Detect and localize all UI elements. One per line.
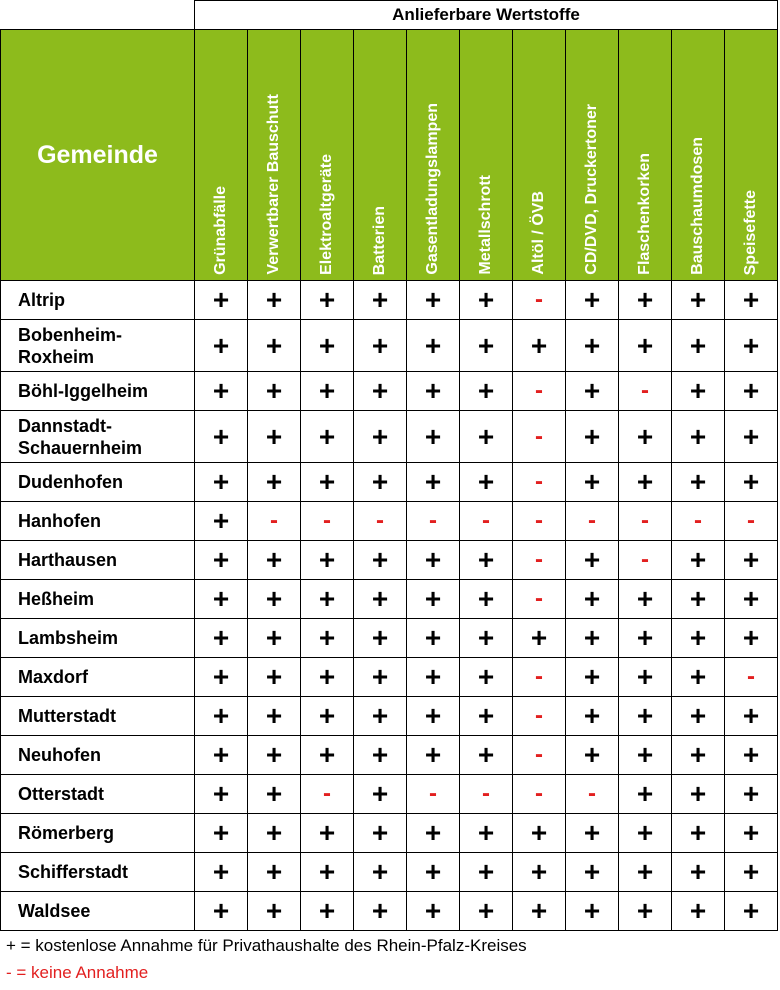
accepted-mark: + xyxy=(725,853,778,892)
not-accepted-mark: - xyxy=(513,658,566,697)
accepted-mark: + xyxy=(619,580,672,619)
gemeinde-name-line: Schifferstadt xyxy=(18,862,129,882)
not-accepted-mark: - xyxy=(725,502,778,541)
gemeinde-cell xyxy=(1,411,195,463)
material-header xyxy=(513,30,566,281)
accepted-mark: + xyxy=(407,281,460,320)
accepted-mark: + xyxy=(354,775,407,814)
accepted-mark: + xyxy=(301,372,354,411)
group-header: Anlieferbare Wertstoffe xyxy=(195,1,778,30)
table-row xyxy=(1,411,778,463)
not-accepted-mark: - xyxy=(619,502,672,541)
material-header-label: Elektroaltgeräte xyxy=(318,154,335,275)
accepted-mark: + xyxy=(248,463,301,502)
gemeinde-cell xyxy=(1,320,195,372)
accepted-mark: + xyxy=(301,697,354,736)
accepted-mark: + xyxy=(354,320,407,372)
accepted-mark: + xyxy=(407,372,460,411)
accepted-mark: + xyxy=(460,580,513,619)
not-accepted-mark: - xyxy=(301,502,354,541)
gemeinde-name-line: Bobenheim- xyxy=(18,324,123,345)
accepted-mark: + xyxy=(460,892,513,931)
gemeinde-name-line: Dudenhofen xyxy=(18,472,123,492)
accepted-mark: + xyxy=(566,697,619,736)
gemeinde-name-line: Schauernheim xyxy=(18,437,143,458)
gemeinde-name-line: Dannstadt- xyxy=(18,415,112,436)
not-accepted-mark: - xyxy=(672,502,725,541)
accepted-mark: + xyxy=(301,580,354,619)
table-row xyxy=(1,320,778,372)
material-header xyxy=(725,30,778,281)
accepted-mark: + xyxy=(619,736,672,775)
table-row xyxy=(1,502,778,541)
not-accepted-mark: - xyxy=(619,372,672,411)
table-row xyxy=(1,619,778,658)
material-header xyxy=(301,30,354,281)
accepted-mark: + xyxy=(248,372,301,411)
accepted-mark: + xyxy=(354,736,407,775)
accepted-mark: + xyxy=(460,736,513,775)
accepted-mark: + xyxy=(725,892,778,931)
not-accepted-mark: - xyxy=(619,541,672,580)
accepted-mark: + xyxy=(407,541,460,580)
not-accepted-mark: - xyxy=(513,736,566,775)
accepted-mark: + xyxy=(672,775,725,814)
accepted-mark: + xyxy=(248,541,301,580)
accepted-mark: + xyxy=(301,853,354,892)
gemeinde-cell xyxy=(1,892,195,931)
accepted-mark: + xyxy=(566,281,619,320)
accepted-mark: + xyxy=(354,853,407,892)
accepted-mark: + xyxy=(354,463,407,502)
not-accepted-mark: - xyxy=(513,580,566,619)
gemeinde-cell xyxy=(1,697,195,736)
material-header xyxy=(566,30,619,281)
accepted-mark: + xyxy=(460,853,513,892)
accepted-mark: + xyxy=(407,697,460,736)
accepted-mark: + xyxy=(195,619,248,658)
accepted-mark: + xyxy=(566,463,619,502)
accepted-mark: + xyxy=(672,892,725,931)
accepted-mark: + xyxy=(407,892,460,931)
material-header-label: Batterien xyxy=(371,205,388,275)
accepted-mark: + xyxy=(301,736,354,775)
not-accepted-mark: - xyxy=(513,775,566,814)
material-header-label: CD/DVD, Druckertoner xyxy=(583,104,600,275)
accepted-mark: + xyxy=(248,281,301,320)
accepted-mark: + xyxy=(354,411,407,463)
accepted-mark: + xyxy=(301,463,354,502)
gemeinde-name-line: Harthausen xyxy=(18,550,118,570)
accepted-mark: + xyxy=(672,580,725,619)
accepted-mark: + xyxy=(248,853,301,892)
accepted-mark: + xyxy=(725,814,778,853)
accepted-mark: + xyxy=(566,320,619,372)
gemeinde-name-line: Altrip xyxy=(18,290,65,310)
accepted-mark: + xyxy=(672,697,725,736)
accepted-mark: + xyxy=(619,411,672,463)
accepted-mark: + xyxy=(672,411,725,463)
legend-plus: + = kostenlose Annahme für Privathaushalte des Rhein-Pfalz-Kreises xyxy=(6,936,527,955)
not-accepted-mark: - xyxy=(725,658,778,697)
accepted-mark: + xyxy=(513,892,566,931)
accepted-mark: + xyxy=(301,541,354,580)
material-header xyxy=(195,30,248,281)
accepted-mark: + xyxy=(195,502,248,541)
accepted-mark: + xyxy=(195,463,248,502)
accepted-mark: + xyxy=(301,658,354,697)
accepted-mark: + xyxy=(725,541,778,580)
accepted-mark: + xyxy=(619,697,672,736)
gemeinde-name-line: Roxheim xyxy=(18,346,95,367)
accepted-mark: + xyxy=(672,463,725,502)
gemeinde-name-line: Neuhofen xyxy=(18,745,101,765)
accepted-mark: + xyxy=(566,580,619,619)
accepted-mark: + xyxy=(672,853,725,892)
material-header xyxy=(248,30,301,281)
accepted-mark: + xyxy=(619,320,672,372)
accepted-mark: + xyxy=(619,658,672,697)
accepted-mark: + xyxy=(566,814,619,853)
material-header-label: Verwertbarer Bauschutt xyxy=(265,94,282,275)
accepted-mark: + xyxy=(672,619,725,658)
accepted-mark: + xyxy=(407,463,460,502)
gemeinde-cell xyxy=(1,463,195,502)
accepted-mark: + xyxy=(407,580,460,619)
accepted-mark: + xyxy=(354,281,407,320)
accepted-mark: + xyxy=(725,736,778,775)
material-header xyxy=(407,30,460,281)
not-accepted-mark: - xyxy=(301,775,354,814)
not-accepted-mark: - xyxy=(513,411,566,463)
accepted-mark: + xyxy=(460,814,513,853)
accepted-mark: + xyxy=(566,372,619,411)
accepted-mark: + xyxy=(672,320,725,372)
accepted-mark: + xyxy=(460,619,513,658)
gemeinde-name-line: Lambsheim xyxy=(18,628,119,648)
gemeinde-cell xyxy=(1,775,195,814)
material-header-label: Flaschenkorken xyxy=(636,153,653,275)
accepted-mark: + xyxy=(248,892,301,931)
not-accepted-mark: - xyxy=(566,775,619,814)
not-accepted-mark: - xyxy=(513,502,566,541)
material-header xyxy=(354,30,407,281)
accepted-mark: + xyxy=(354,580,407,619)
gemeinde-header: Gemeinde xyxy=(1,30,195,281)
accepted-mark: + xyxy=(725,580,778,619)
accepted-mark: + xyxy=(460,697,513,736)
gemeinde-cell xyxy=(1,853,195,892)
not-accepted-mark: - xyxy=(513,372,566,411)
accepted-mark: + xyxy=(513,853,566,892)
accepted-mark: + xyxy=(248,697,301,736)
accepted-mark: + xyxy=(354,541,407,580)
accepted-mark: + xyxy=(566,541,619,580)
accepted-mark: + xyxy=(195,697,248,736)
not-accepted-mark: - xyxy=(513,697,566,736)
accepted-mark: + xyxy=(619,853,672,892)
accepted-mark: + xyxy=(301,281,354,320)
accepted-mark: + xyxy=(513,814,566,853)
gemeinde-name-line: Böhl-Iggelheim xyxy=(18,381,148,401)
not-accepted-mark: - xyxy=(513,463,566,502)
gemeinde-cell xyxy=(1,736,195,775)
accepted-mark: + xyxy=(407,658,460,697)
accepted-mark: + xyxy=(672,541,725,580)
accepted-mark: + xyxy=(407,736,460,775)
gemeinde-name-line: Waldsee xyxy=(18,901,91,921)
accepted-mark: + xyxy=(566,658,619,697)
material-header xyxy=(672,30,725,281)
accepted-mark: + xyxy=(725,619,778,658)
table-row xyxy=(1,814,778,853)
accepted-mark: + xyxy=(354,892,407,931)
accepted-mark: + xyxy=(407,619,460,658)
accepted-mark: + xyxy=(195,580,248,619)
accepted-mark: + xyxy=(248,619,301,658)
accepted-mark: + xyxy=(248,580,301,619)
accepted-mark: + xyxy=(619,814,672,853)
accepted-mark: + xyxy=(195,281,248,320)
not-accepted-mark: - xyxy=(460,775,513,814)
material-header xyxy=(619,30,672,281)
accepted-mark: + xyxy=(460,320,513,372)
accepted-mark: + xyxy=(619,892,672,931)
gemeinde-cell xyxy=(1,658,195,697)
accepted-mark: + xyxy=(725,281,778,320)
accepted-mark: + xyxy=(248,775,301,814)
material-header-label: Gasentladungslampen xyxy=(424,103,441,275)
table-row xyxy=(1,281,778,320)
not-accepted-mark: - xyxy=(248,502,301,541)
gemeinde-cell xyxy=(1,580,195,619)
accepted-mark: + xyxy=(725,697,778,736)
not-accepted-mark: - xyxy=(513,541,566,580)
material-header-label: Grünabfälle xyxy=(212,186,229,275)
accepted-mark: + xyxy=(460,372,513,411)
table-row xyxy=(1,736,778,775)
accepted-mark: + xyxy=(672,658,725,697)
accepted-mark: + xyxy=(407,853,460,892)
accepted-mark: + xyxy=(725,320,778,372)
accepted-mark: + xyxy=(195,736,248,775)
accepted-mark: + xyxy=(301,814,354,853)
accepted-mark: + xyxy=(248,814,301,853)
not-accepted-mark: - xyxy=(460,502,513,541)
table-row xyxy=(1,658,778,697)
accepted-mark: + xyxy=(460,541,513,580)
accepted-mark: + xyxy=(460,658,513,697)
material-header-label: Altöl / ÖVB xyxy=(530,191,547,275)
not-accepted-mark: - xyxy=(354,502,407,541)
gemeinde-cell xyxy=(1,372,195,411)
table-row xyxy=(1,372,778,411)
table-row xyxy=(1,697,778,736)
accepted-mark: + xyxy=(566,411,619,463)
accepted-mark: + xyxy=(354,814,407,853)
accepted-mark: + xyxy=(195,892,248,931)
table-row xyxy=(1,892,778,931)
accepted-mark: + xyxy=(672,814,725,853)
accepted-mark: + xyxy=(301,619,354,658)
accepted-mark: + xyxy=(407,320,460,372)
material-header-label: Metallschrott xyxy=(477,175,494,275)
accepted-mark: + xyxy=(248,658,301,697)
accepted-mark: + xyxy=(195,775,248,814)
table-row xyxy=(1,775,778,814)
material-header-label: Bauschaumdosen xyxy=(689,137,706,275)
not-accepted-mark: - xyxy=(407,775,460,814)
corner-blank xyxy=(1,1,195,30)
gemeinde-cell xyxy=(1,541,195,580)
accepted-mark: + xyxy=(354,658,407,697)
table-row xyxy=(1,853,778,892)
accepted-mark: + xyxy=(725,463,778,502)
accepted-mark: + xyxy=(195,320,248,372)
gemeinde-name-line: Mutterstadt xyxy=(18,706,116,726)
accepted-mark: + xyxy=(301,892,354,931)
accepted-mark: + xyxy=(725,372,778,411)
accepted-mark: + xyxy=(619,775,672,814)
accepted-mark: + xyxy=(566,736,619,775)
accepted-mark: + xyxy=(725,775,778,814)
accepted-mark: + xyxy=(195,814,248,853)
legend-minus: - = keine Annahme xyxy=(6,963,149,982)
accepted-mark: + xyxy=(566,853,619,892)
accepted-mark: + xyxy=(195,541,248,580)
accepted-mark: + xyxy=(354,697,407,736)
gemeinde-cell xyxy=(1,281,195,320)
accepted-mark: + xyxy=(513,619,566,658)
material-header xyxy=(460,30,513,281)
accepted-mark: + xyxy=(407,814,460,853)
accepted-mark: + xyxy=(460,463,513,502)
gemeinde-name-line: Hanhofen xyxy=(18,511,101,531)
accepted-mark: + xyxy=(672,736,725,775)
accepted-mark: + xyxy=(407,411,460,463)
accepted-mark: + xyxy=(566,892,619,931)
material-header-label: Speisefette xyxy=(742,189,759,275)
accepted-mark: + xyxy=(725,411,778,463)
accepted-mark: + xyxy=(195,853,248,892)
gemeinde-cell xyxy=(1,619,195,658)
gemeinde-name-line: Otterstadt xyxy=(18,784,105,804)
accepted-mark: + xyxy=(672,281,725,320)
accepted-mark: + xyxy=(248,411,301,463)
gemeinde-name-line: Römerberg xyxy=(18,823,115,843)
gemeinde-name-line: Maxdorf xyxy=(18,667,89,687)
accepted-mark: + xyxy=(248,736,301,775)
accepted-mark: + xyxy=(195,411,248,463)
table-row xyxy=(1,463,778,502)
accepted-mark: + xyxy=(566,619,619,658)
accepted-mark: + xyxy=(195,372,248,411)
accepted-mark: + xyxy=(672,372,725,411)
not-accepted-mark: - xyxy=(513,281,566,320)
accepted-mark: + xyxy=(513,320,566,372)
gemeinde-name-line: Heßheim xyxy=(18,589,95,609)
accepted-mark: + xyxy=(301,411,354,463)
gemeinde-cell xyxy=(1,814,195,853)
accepted-mark: + xyxy=(619,463,672,502)
gemeinde-cell xyxy=(1,502,195,541)
accepted-mark: + xyxy=(301,320,354,372)
accepted-mark: + xyxy=(354,619,407,658)
accepted-mark: + xyxy=(354,372,407,411)
accepted-mark: + xyxy=(195,658,248,697)
table-row xyxy=(1,580,778,619)
accepted-mark: + xyxy=(248,320,301,372)
not-accepted-mark: - xyxy=(566,502,619,541)
accepted-mark: + xyxy=(619,619,672,658)
accepted-mark: + xyxy=(460,281,513,320)
accepted-mark: + xyxy=(460,411,513,463)
accepted-mark: + xyxy=(619,281,672,320)
table-row xyxy=(1,541,778,580)
not-accepted-mark: - xyxy=(407,502,460,541)
